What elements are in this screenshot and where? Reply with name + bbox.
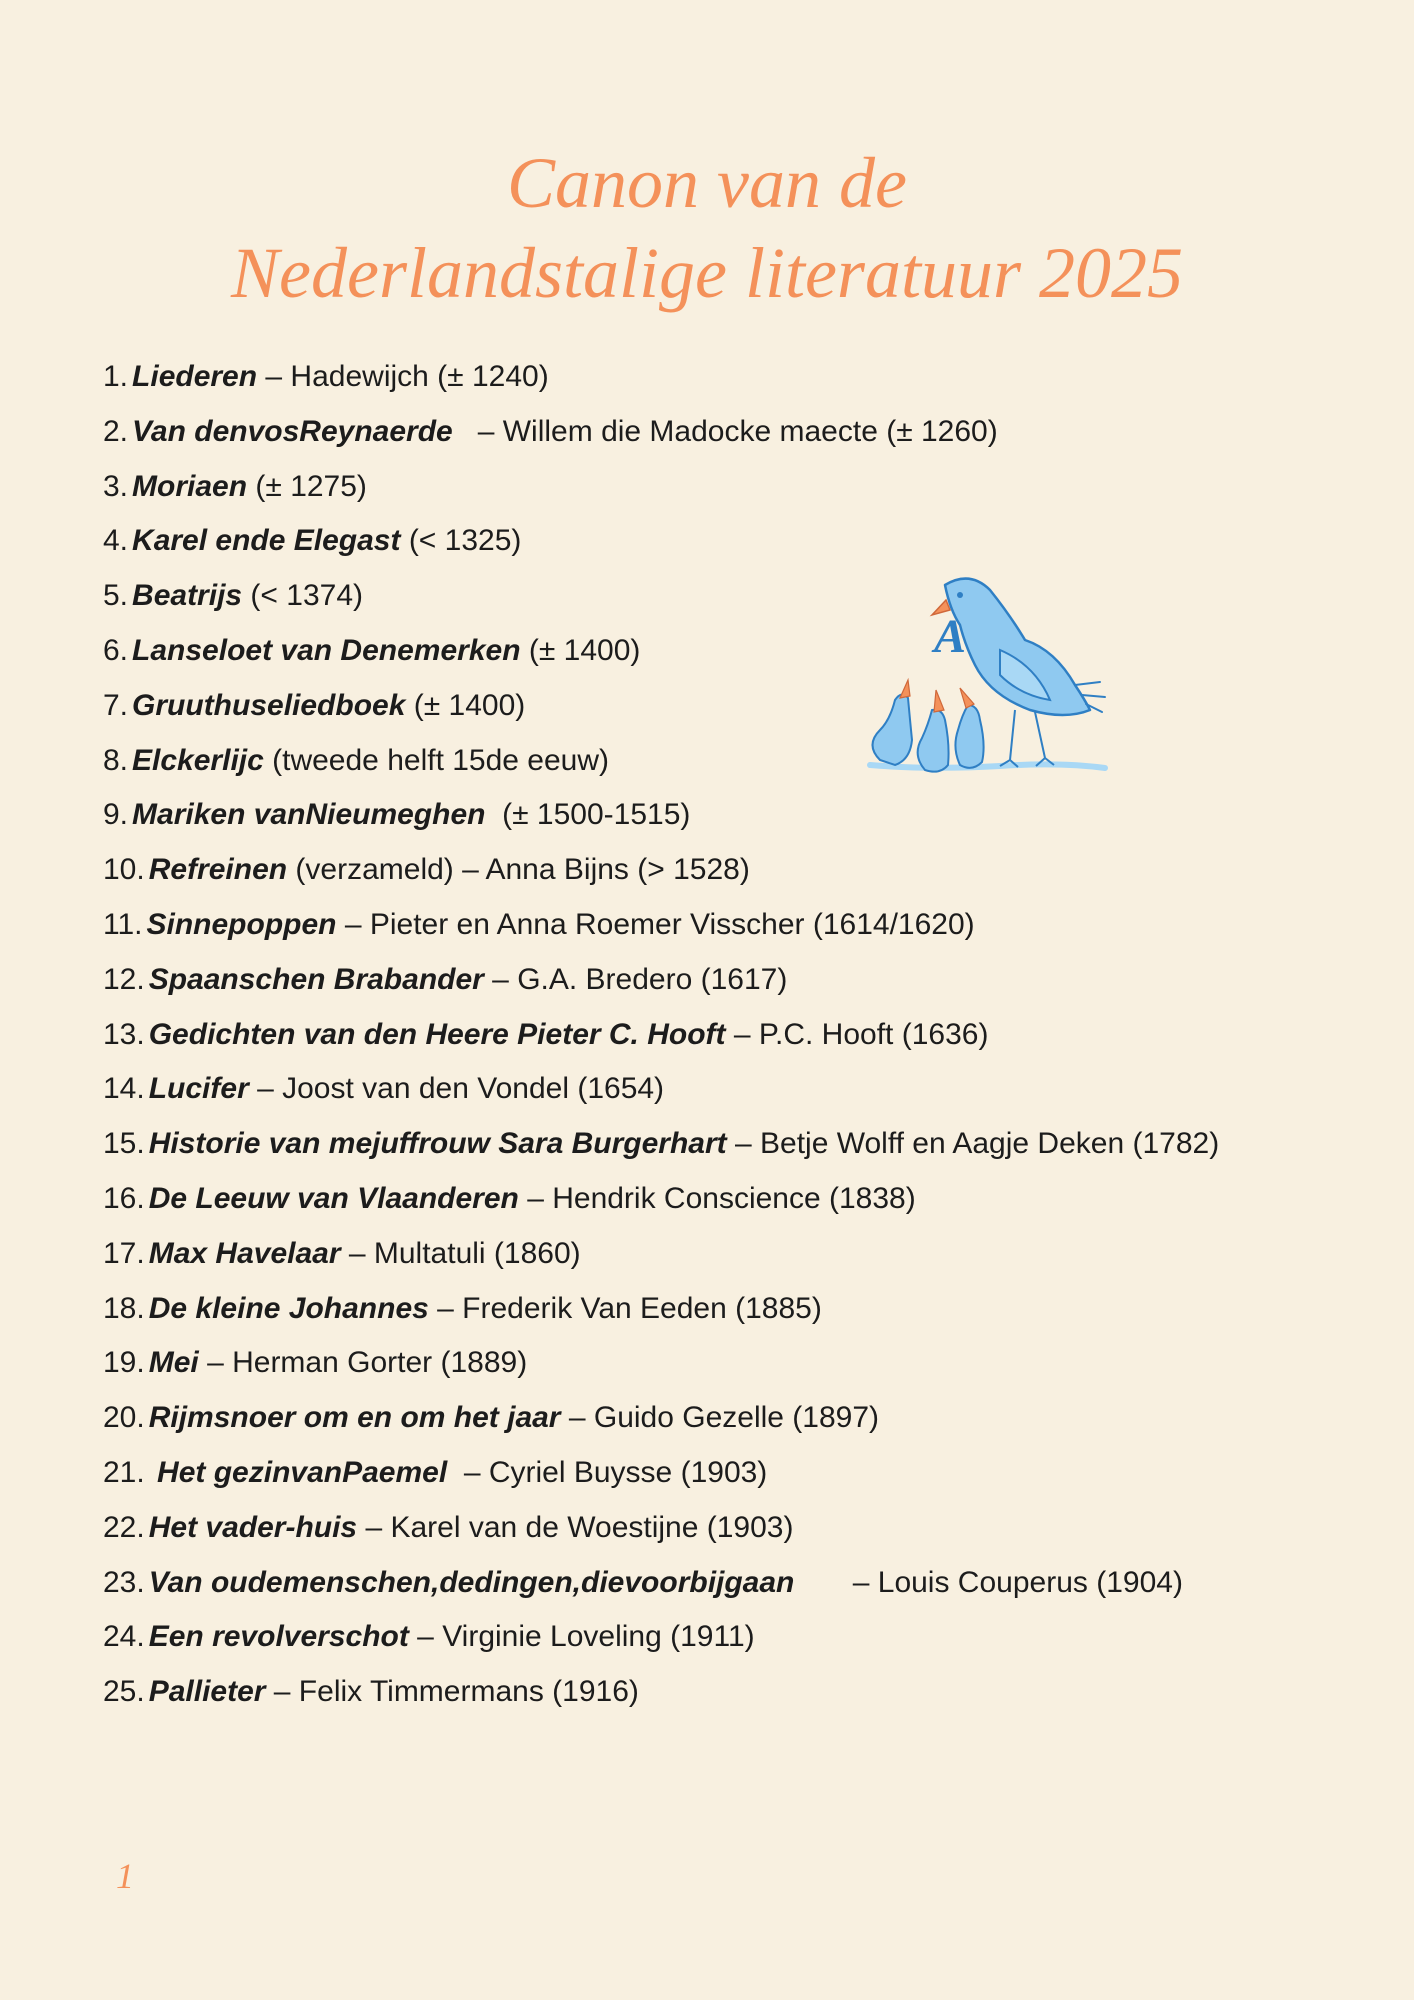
work-details: (± 1500-1515) <box>485 798 691 832</box>
item-number: 7. <box>103 688 129 722</box>
title-line-2: Nederlandstalige literatuur 2025 <box>231 233 1183 313</box>
work-details: – Willem die Madocke maecte (± 1260) <box>452 414 998 448</box>
item-number: 16. <box>103 1181 145 1215</box>
item-number: 1. <box>103 360 129 393</box>
work-title: Pallieter <box>148 1675 266 1709</box>
work-title: Max Havelaar <box>148 1236 341 1270</box>
work-title: Van denvosReynaerde <box>132 414 453 448</box>
work-title: Karel ende Elegast <box>132 524 401 558</box>
work-details: – Betje Wolff en Aagje Deken (1782) <box>726 1127 1220 1161</box>
work-title: Het vader-huis <box>148 1510 358 1544</box>
work-title: Een revolverschot <box>148 1620 409 1654</box>
work-title: Van oudemenschen,dedingen,dievoorbijgaan <box>148 1565 795 1599</box>
work-details: – Felix Timmermans (1916) <box>265 1675 639 1709</box>
work-title: Moriaen <box>132 469 248 503</box>
work-title: Historie van mejuffrouw Sara Burgerhart <box>148 1127 727 1161</box>
item-number: 2. <box>103 414 129 448</box>
work-title: Liederen <box>132 360 258 393</box>
work-details: – Joost van den Vondel (1654) <box>248 1072 665 1106</box>
work-title: Gruuthuseliedboek <box>132 688 406 722</box>
work-details: – Louis Couperus (1904) <box>794 1565 1183 1599</box>
item-number: 12. <box>103 962 145 996</box>
list-item <box>103 1012 1219 1067</box>
list-item <box>103 1340 1219 1395</box>
list-item <box>103 409 1219 464</box>
item-number: 10. <box>103 853 145 887</box>
work-details: (< 1374) <box>242 579 364 613</box>
list-item <box>103 902 1219 957</box>
item-number: 24. <box>103 1620 145 1654</box>
item-number: 22. <box>103 1510 145 1544</box>
item-number: 18. <box>103 1291 145 1325</box>
svg-text:A: A <box>934 610 967 663</box>
title-line-1: Canon van de <box>507 143 907 223</box>
work-details: (± 1400) <box>405 688 526 722</box>
list-item <box>103 1614 1219 1669</box>
item-number: 25. <box>103 1675 145 1709</box>
list-item <box>103 1066 1219 1121</box>
work-details: – Hendrik Conscience (1838) <box>518 1181 916 1215</box>
work-details: – Pieter en Anna Roemer Visscher (1614/1620) <box>336 907 975 941</box>
page-title <box>0 138 1414 318</box>
work-title: Lucifer <box>148 1072 249 1106</box>
list-item <box>103 1121 1219 1176</box>
item-number: 14. <box>103 1072 145 1106</box>
list-item <box>103 354 1219 409</box>
canon-list <box>103 354 1219 1724</box>
list-item <box>103 1450 1219 1505</box>
work-details: – Herman Gorter (1889) <box>198 1346 528 1380</box>
item-number: 19. <box>103 1346 145 1380</box>
page-number: 1 <box>116 1856 134 1896</box>
work-title: Sinnepoppen <box>146 907 337 941</box>
work-details: (< 1325) <box>400 524 522 558</box>
work-details: (± 1275) <box>247 469 367 503</box>
work-details: – Virginie Loveling (1911) <box>408 1620 755 1654</box>
list-item <box>103 957 1219 1012</box>
work-details: – Multatuli (1860) <box>340 1236 581 1270</box>
work-details: – Cyriel Buysse (1903) <box>447 1455 768 1489</box>
work-details: – P.C. Hooft (1636) <box>725 1017 989 1051</box>
item-number: 11. <box>103 907 143 941</box>
item-number: 13. <box>103 1017 145 1051</box>
work-details: (verzameld) – Anna Bijns (> 1528) <box>287 853 750 887</box>
list-item <box>103 1669 1219 1724</box>
list-item <box>103 1560 1219 1615</box>
list-item <box>103 1286 1219 1341</box>
work-details: – G.A. Bredero (1617) <box>483 962 788 996</box>
list-item <box>103 518 1219 573</box>
item-number: 9. <box>103 798 129 832</box>
list-item <box>103 1395 1219 1450</box>
work-details: (tweede helft 15de eeuw) <box>263 743 610 777</box>
list-item <box>103 464 1219 519</box>
work-details: (± 1400) <box>520 633 641 667</box>
work-details: – Karel van de Woestijne (1903) <box>357 1510 794 1544</box>
work-details: – Guido Gezelle (1897) <box>560 1401 880 1435</box>
work-title: Lanseloet van Denemerken <box>132 633 521 667</box>
work-title: Beatrijs <box>132 579 243 613</box>
item-number: 21. <box>103 1455 145 1489</box>
item-number: 23. <box>103 1565 145 1599</box>
item-number: 4. <box>103 524 129 558</box>
work-title: Gedichten van den Heere Pieter C. Hooft <box>148 1017 726 1051</box>
list-item <box>103 1176 1219 1231</box>
work-title: Mariken vanNieumeghen <box>132 798 486 832</box>
list-item <box>103 847 1219 902</box>
item-number: 15. <box>103 1127 145 1161</box>
item-number: 17. <box>103 1236 145 1270</box>
item-number: 8. <box>103 743 129 777</box>
bird-feeding-chicks-icon <box>850 570 1140 810</box>
work-title: De kleine Johannes <box>148 1291 429 1325</box>
item-number: 5. <box>103 579 129 613</box>
work-title: De Leeuw van Vlaanderen <box>148 1181 519 1215</box>
list-item <box>103 1231 1219 1286</box>
work-title: Mei <box>148 1346 199 1380</box>
work-title: Refreinen <box>148 853 288 887</box>
list-item <box>103 1505 1219 1560</box>
work-title: Elckerlijc <box>132 743 264 777</box>
item-number: 3. <box>103 469 129 503</box>
item-number: 20. <box>103 1401 145 1435</box>
work-title: Het gezinvanPaemel <box>148 1455 448 1489</box>
work-details: – Frederik Van Eeden (1885) <box>428 1291 822 1325</box>
work-title: Rijmsnoer om en om het jaar <box>148 1401 561 1435</box>
item-number: 6. <box>103 633 129 667</box>
work-details: – Hadewijch (± 1240) <box>257 360 549 393</box>
work-title: Spaanschen Brabander <box>148 962 484 996</box>
